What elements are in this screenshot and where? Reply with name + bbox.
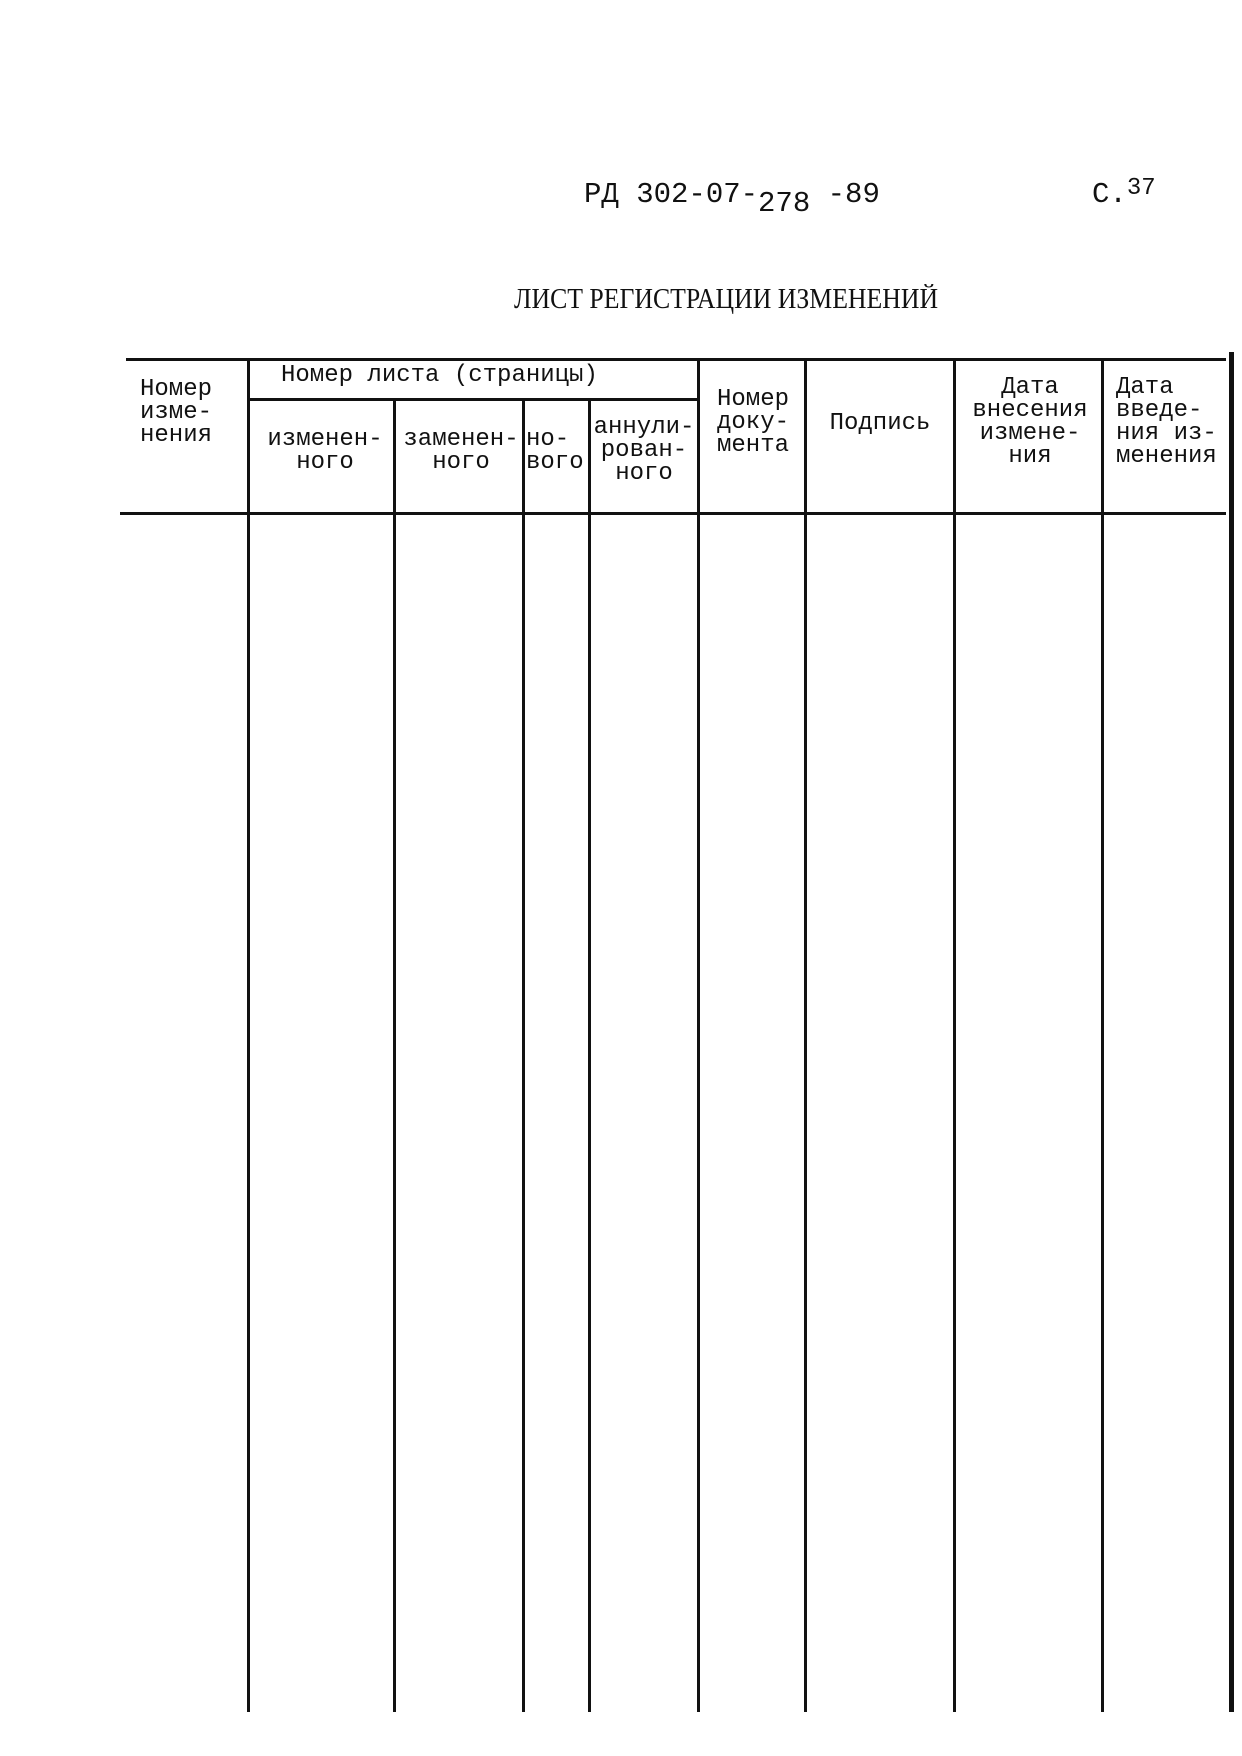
header-changed-sheet: изменен- ного <box>267 426 383 476</box>
column-divider-1 <box>247 360 250 1712</box>
header-effective-date: Дата введе- ния из- менения <box>1116 374 1217 470</box>
header-bottom-border <box>120 512 1226 515</box>
table-top-border <box>126 358 1226 361</box>
header-sheet-number-group: Номер листа (страницы) <box>281 362 598 389</box>
group-header-divider <box>249 398 699 401</box>
document-code <box>584 178 880 220</box>
page-number <box>1092 175 1156 211</box>
document-code-number: 278 <box>758 187 811 220</box>
column-divider-7 <box>953 360 956 1712</box>
header-annulled-sheet: аннули- рован- ного <box>593 414 695 487</box>
page-number-value: 37 <box>1126 175 1156 202</box>
document-code-suffix: -89 <box>810 178 880 211</box>
header-document-number: Номер доку- мента <box>716 386 789 459</box>
column-divider-6 <box>804 360 807 1712</box>
page-number-prefix: С. <box>1092 178 1127 211</box>
column-divider-4 <box>588 400 591 1712</box>
header-replaced-sheet: заменен- ного <box>403 426 519 476</box>
column-divider-3 <box>522 400 525 1712</box>
page-title: ЛИСТ РЕГИСТРАЦИИ ИЗМЕНЕНИЙ <box>514 284 939 315</box>
column-divider-8 <box>1101 360 1104 1712</box>
column-divider-5 <box>697 360 700 1712</box>
header-signature: Подпись <box>829 410 931 437</box>
column-divider-2 <box>393 400 396 1712</box>
document-code-prefix: РД 302-07- <box>584 178 759 211</box>
header-change-number: Номер изме- нения <box>140 376 213 449</box>
table-right-border <box>1229 352 1234 1712</box>
header-entry-date: Дата внесения измене- ния <box>972 374 1088 470</box>
header-new-sheet: но- вого <box>526 426 584 476</box>
